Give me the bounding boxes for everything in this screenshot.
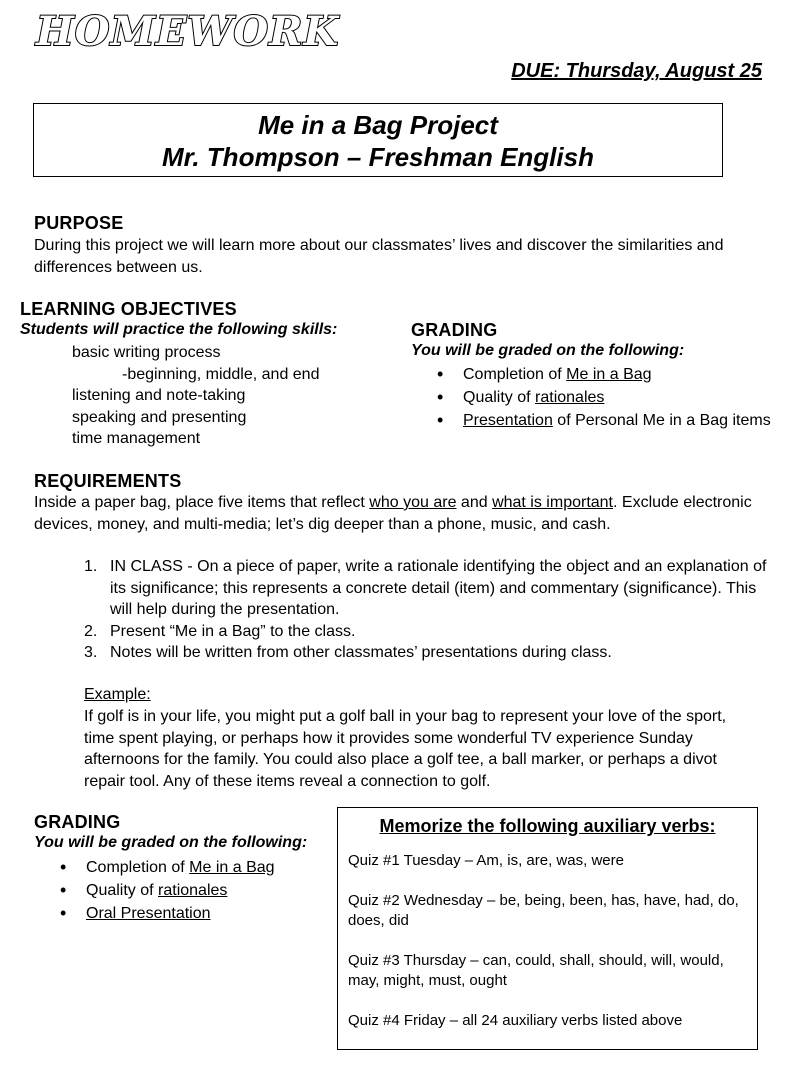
requirements-heading: REQUIREMENTS <box>34 471 182 491</box>
grading-item: • Completion of Me in a Bag <box>437 363 797 386</box>
grading-item: • Oral Presentation <box>60 902 340 925</box>
quiz-box <box>337 807 758 1050</box>
title-box <box>33 103 723 177</box>
teacher-course: Mr. Thompson – Freshman English <box>162 142 594 172</box>
requirements-steps <box>84 556 774 664</box>
requirements-text: Inside a paper bag, place five items that reflect who you are and what is important. Exclude electronic devices, money, and multi-media; let’s dig deeper than a phone, music, and cash. <box>34 494 752 533</box>
objectives-subheading: Students will practice the following skills: <box>20 321 338 338</box>
objective-item: listening and note-taking <box>72 387 246 404</box>
quiz-item: Quiz #3 Thursday – can, could, shall, should, will, would, may, might, must, ought <box>348 952 724 989</box>
grading-bottom-heading: GRADING <box>34 812 121 832</box>
step-item: 3. Notes will be written from other classmates’ presentations during class. <box>84 644 612 661</box>
quiz-item: Quiz #2 Wednesday – be, being, been, has, have, had, do, does, did <box>348 892 739 929</box>
objective-subitem: -beginning, middle, and end <box>122 366 320 383</box>
grading-item: • Presentation of Personal Me in a Bag items <box>437 409 797 432</box>
purpose-text: During this project we will learn more about our classmates’ lives and discover the similarities and differences between us. <box>34 237 724 276</box>
grading-subheading: You will be graded on the following: <box>411 342 685 359</box>
grading-list <box>437 363 797 432</box>
objectives-heading: LEARNING OBJECTIVES <box>20 299 237 319</box>
grading-item: • Completion of Me in a Bag <box>60 856 340 879</box>
grading-item: • Quality of rationales <box>60 879 340 902</box>
due-date: DUE: Thursday, August 25 <box>511 60 762 82</box>
objective-item: basic writing process <box>72 344 221 361</box>
project-title: Me in a Bag Project <box>258 110 498 140</box>
objective-item: time management <box>72 430 201 447</box>
quiz-item: Quiz #4 Friday – all 24 auxiliary verbs listed above <box>348 1012 683 1029</box>
grading-bottom-list <box>60 856 340 925</box>
purpose-heading: PURPOSE <box>34 213 124 233</box>
step-item: 1. IN CLASS - On a piece of paper, write a rationale identifying the object and an explanation of its significance; this represents a concrete detail (item) and commentary (significance). This will help during the presentation. <box>84 558 767 618</box>
homework-heading: HOMEWORK <box>36 8 340 55</box>
grading-item: • Quality of rationales <box>437 386 797 409</box>
step-item: 2. Present “Me in a Bag” to the class. <box>84 622 356 640</box>
quiz-item: Quiz #1 Tuesday – Am, is, are, was, were <box>348 852 624 869</box>
example-text: If golf is in your life, you might put a golf ball in your bag to represent your love of the sport, time spent playing, or perhaps how it provides some wonderful TV experience Sunday afternoons for the family. You could also place a golf tee, a ball marker, or perhaps a divot repair tool. Any of these items reveal a connection to golf. <box>84 708 727 790</box>
quiz-title: Memorize the following auxiliary verbs: <box>379 816 716 836</box>
grading-bottom-subheading: You will be graded on the following: <box>34 834 308 851</box>
grading-heading: GRADING <box>411 320 498 340</box>
example-label: Example: <box>84 686 151 703</box>
objective-item: speaking and presenting <box>72 409 247 426</box>
